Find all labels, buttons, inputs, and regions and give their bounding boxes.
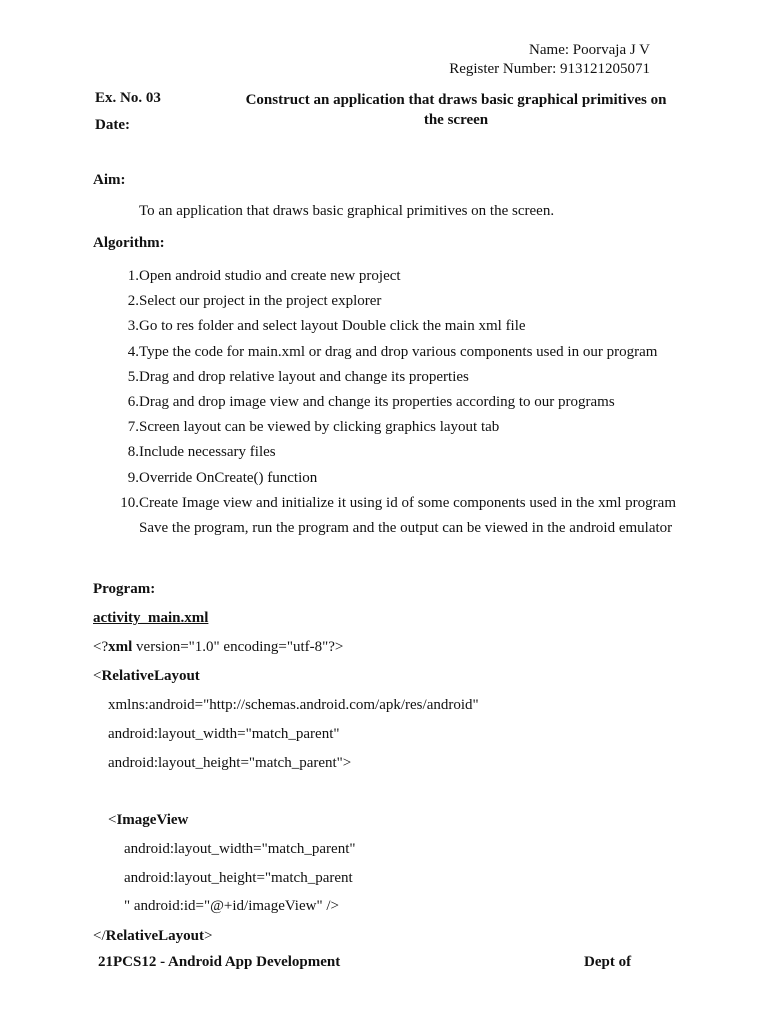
step-number: 2.	[127, 293, 139, 310]
step-text: Drag and drop relative layout and change its properties	[139, 368, 469, 385]
algorithm-step	[93, 415, 676, 440]
code-line-xmlns: xmlns:android="http://schemas.android.com/apk/res/android"	[108, 697, 479, 713]
algorithm-step	[93, 314, 676, 339]
code-line-iv-width: android:layout_width="match_parent"	[124, 841, 356, 857]
step-number: 10.	[120, 494, 139, 511]
code-line-imageview-open	[108, 812, 188, 829]
step-text: Override OnCreate() function	[139, 469, 318, 486]
code-token: >	[203, 928, 213, 944]
algorithm-step	[93, 491, 676, 543]
code-keyword: RelativeLayout	[105, 928, 204, 944]
step-text: Screen layout can be viewed by clicking graphics layout tab	[139, 419, 500, 436]
code-line-relativelayout-open	[93, 668, 200, 685]
student-name: Name: Poorvaja J V	[529, 42, 650, 58]
algorithm-step	[93, 390, 676, 415]
code-keyword: ImageView	[116, 812, 189, 828]
step-text: Drag and drop image view and change its properties according to our programs	[139, 393, 615, 410]
step-number: 1.	[127, 268, 139, 284]
algorithm-step	[93, 340, 676, 365]
exercise-number: Ex. No. 03	[95, 90, 161, 106]
code-keyword: RelativeLayout	[101, 668, 200, 684]
footer-dept: Dept of	[584, 954, 632, 970]
step-text: Go to res folder and select layout Double click the main xml file	[139, 318, 526, 335]
code-token: <	[108, 812, 117, 828]
code-line-xml-decl	[93, 639, 343, 656]
aim-heading: Aim:	[93, 172, 126, 188]
step-number: 8.	[127, 444, 139, 461]
algorithm-list	[93, 264, 676, 542]
algorithm-step	[93, 289, 676, 314]
step-text: Include necessary files	[139, 444, 276, 461]
code-line-rl-width: android:layout_width="match_parent"	[108, 726, 340, 742]
algorithm-step	[93, 440, 676, 465]
page-footer	[90, 948, 710, 970]
algorithm-heading: Algorithm:	[93, 235, 165, 251]
program-heading: Program:	[93, 581, 156, 597]
step-text: Type the code for main.xml or drag and drop various components used in our program	[139, 343, 658, 360]
step-text: Create Image view and initialize it using id of some components used in the xml program Save the program, run the program and the output can be viewed in the android emulator	[139, 494, 676, 537]
date-label: Date:	[95, 117, 130, 133]
exercise-title: Construct an application that draws basic graphical primitives on the screen	[245, 92, 667, 128]
footer-course: 21PCS12 - Android App Development	[98, 954, 341, 970]
algorithm-step	[93, 264, 676, 289]
aim-text: To an application that draws basic graphical primitives on the screen.	[139, 203, 555, 219]
code-line-iv-id: " android:id="@+id/imageView" />	[124, 898, 339, 914]
step-number: 9.	[127, 469, 139, 486]
step-text: Select our project in the project explorer	[139, 293, 382, 310]
program-filename: activity_main.xml	[93, 610, 209, 626]
step-number: 5.	[127, 368, 139, 385]
algorithm-step	[93, 466, 676, 491]
step-text: Open android studio and create new project	[139, 268, 401, 284]
code-line-rl-height: android:layout_height="match_parent">	[108, 755, 352, 771]
step-number: 3.	[127, 318, 139, 335]
step-number: 4.	[127, 343, 139, 360]
code-token: <	[93, 668, 102, 684]
step-number: 7.	[127, 419, 139, 436]
code-line-relativelayout-close	[93, 928, 212, 945]
algorithm-step	[93, 365, 676, 390]
code-token: </	[93, 928, 106, 944]
code-line-iv-height: android:layout_height="match_parent	[124, 870, 353, 886]
code-keyword: xml	[108, 639, 133, 655]
code-token: version="1.0" encoding="utf-8"?>	[132, 639, 344, 655]
code-token: <?	[93, 639, 109, 655]
register-number: Register Number: 913121205071	[449, 61, 650, 77]
step-number: 6.	[127, 393, 139, 410]
